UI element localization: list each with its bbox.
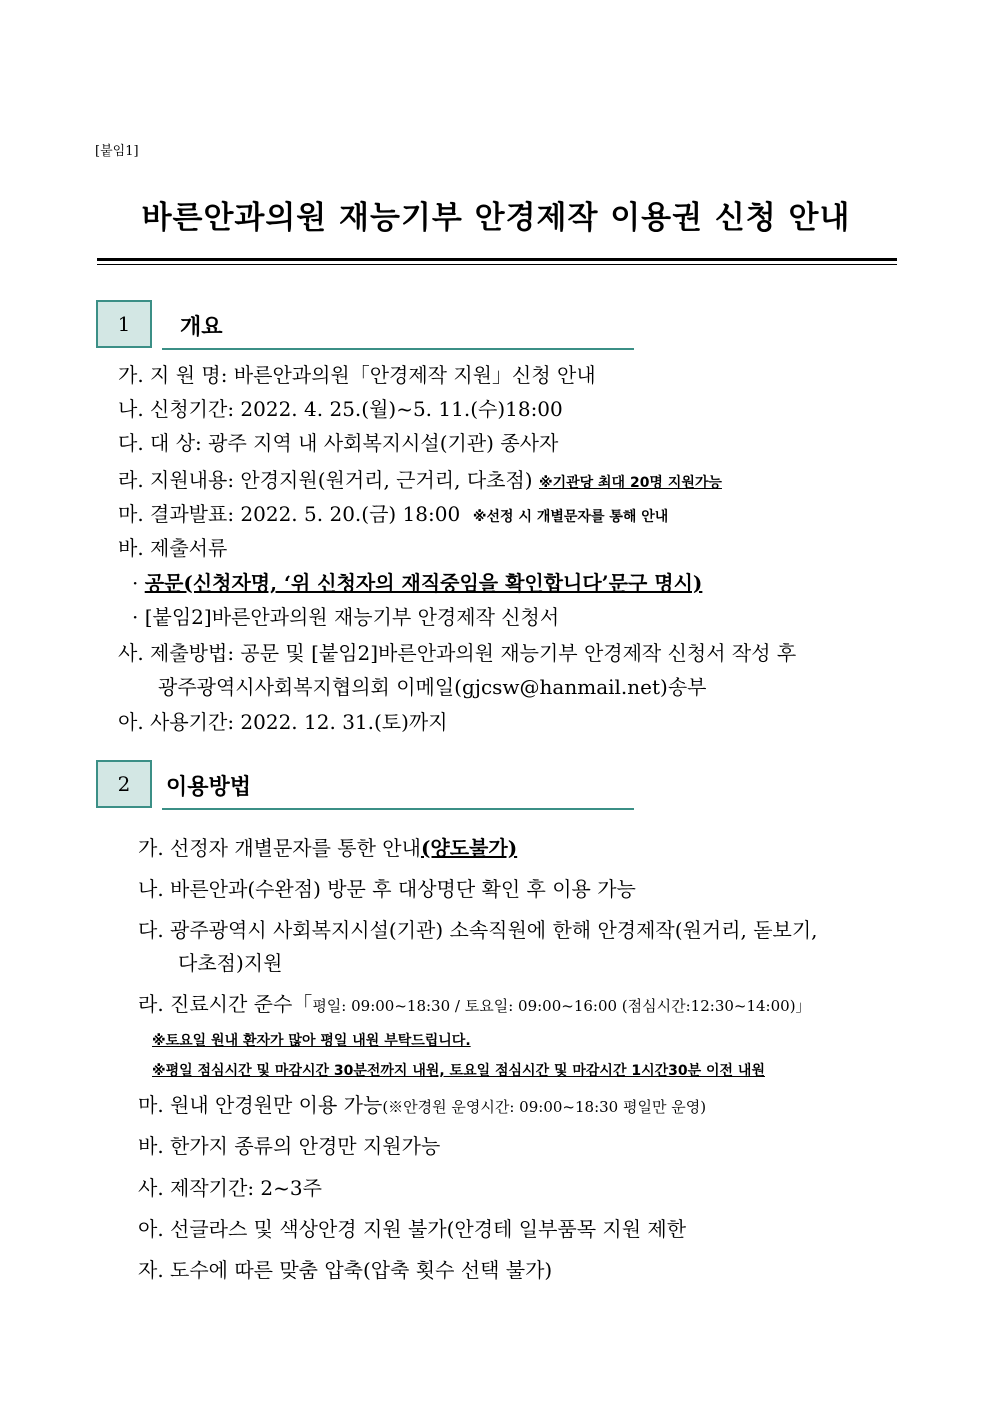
s1-item-ma-note: ※선정 시 개별문자를 통해 안내 (472, 509, 669, 525)
s1-item-ba: 바. 제출서류 (118, 536, 228, 560)
s2-item-ra-text: 라. 진료시간 준수「 (138, 992, 313, 1016)
s1-item-na: 나. 신청기간: 2022. 4. 25.(월)~5. 11.(수)18:00 (118, 397, 563, 421)
s2-item-ga-bold: (양도불가) (420, 836, 518, 860)
s2-note-saturday: ※토요일 원내 환자가 많아 평일 내원 부탁드립니다. (152, 1033, 471, 1049)
s1-item-ga: 가. 지 원 명: 바른안과의원「안경제작 지원」신청 안내 (118, 363, 596, 387)
s1-item-sa: 사. 제출방법: 공문 및 [붙임2]바른안과의원 재능기부 안경제작 신청서 작성 후 (118, 641, 797, 665)
attachment-label: [붙임1] (95, 144, 139, 159)
title-rule-thin (97, 264, 897, 265)
s1-item-a: 아. 사용기간: 2022. 12. 31.(토)까지 (118, 710, 448, 734)
bullet-dot: · (132, 605, 139, 629)
s2-item-da: 다. 광주광역시 사회복지시설(기관) 소속직원에 한해 안경제작(원거리, 돋보기, (138, 918, 818, 942)
s2-item-ba: 바. 한가지 종류의 안경만 지원가능 (138, 1134, 441, 1158)
s1-item-sa-cont: 광주광역시사회복지협의회 이메일(gjcsw@hanmail.net)송부 (158, 675, 707, 699)
s1-item-da: 다. 대 상: 광주 지역 내 사회복지시설(기관) 종사자 (118, 431, 559, 455)
s2-item-ga (138, 835, 517, 861)
s1-item-ra (118, 467, 722, 496)
title-rule-thick (97, 258, 897, 261)
s1-item-ma (118, 501, 668, 530)
bullet-dot: · (132, 571, 139, 595)
s1-doc-bullet2 (132, 604, 559, 630)
s2-item-ra-hours: 평일: 09:00~18:30 / 토요일: 09:00~16:00 (점심시간:12:30~14:00)」 (312, 997, 811, 1015)
s1-doc-bullet1-text: 공문(신청자명, ‘위 신청자의 재직중임을 확인합니다’문구 명시) (144, 571, 703, 595)
s2-item-ra (138, 991, 811, 1019)
s1-item-ra-note: ※기관당 최대 20명 지원가능 (538, 475, 722, 491)
s2-item-ja: 자. 도수에 따른 맞춤 압축(압축 횟수 선택 불가) (138, 1258, 553, 1282)
section1-underline (162, 348, 634, 350)
s1-doc-bullet2-text: [붙임2]바른안과의원 재능기부 안경제작 신청서 (144, 605, 560, 629)
s2-item-sa: 사. 제작기간: 2~3주 (138, 1176, 322, 1200)
section2-number-box: 2 (96, 760, 152, 808)
s2-item-da-cont: 다초점)지원 (178, 951, 283, 975)
s1-item-ma-text: 마. 결과발표: 2022. 5. 20.(금) 18:00 (118, 502, 461, 526)
section1-number-box: 1 (96, 300, 152, 348)
s1-item-ra-text: 라. 지원내용: 안경지원(원거리, 근거리, 다초점) (118, 468, 533, 492)
section1-title: 개요 (180, 314, 223, 340)
s2-item-a: 아. 선글라스 및 색상안경 지원 불가(안경테 일부품목 지원 제한 (138, 1217, 687, 1241)
s2-item-ma (138, 1092, 706, 1120)
s2-item-ma-hours: (※안경원 운영시간: 09:00~18:30 평일만 운영) (382, 1098, 707, 1116)
s1-doc-bullet1 (132, 570, 702, 596)
s2-note-lunch: ※평일 점심시간 및 마감시간 30분전까지 내원, 토요일 점심시간 및 마감시간 1시간30분 이전 내원 (152, 1063, 765, 1079)
page-title: 바른안과의원 재능기부 안경제작 이용권 신청 안내 (141, 200, 851, 236)
s2-item-ma-text: 마. 원내 안경원만 이용 가능 (138, 1093, 383, 1117)
s2-item-na: 나. 바른안과(수완점) 방문 후 대상명단 확인 후 이용 가능 (138, 877, 636, 901)
section2-title: 이용방법 (166, 774, 252, 800)
s2-item-ga-text: 가. 선정자 개별문자를 통한 안내 (138, 836, 421, 860)
section2-underline (162, 808, 634, 810)
